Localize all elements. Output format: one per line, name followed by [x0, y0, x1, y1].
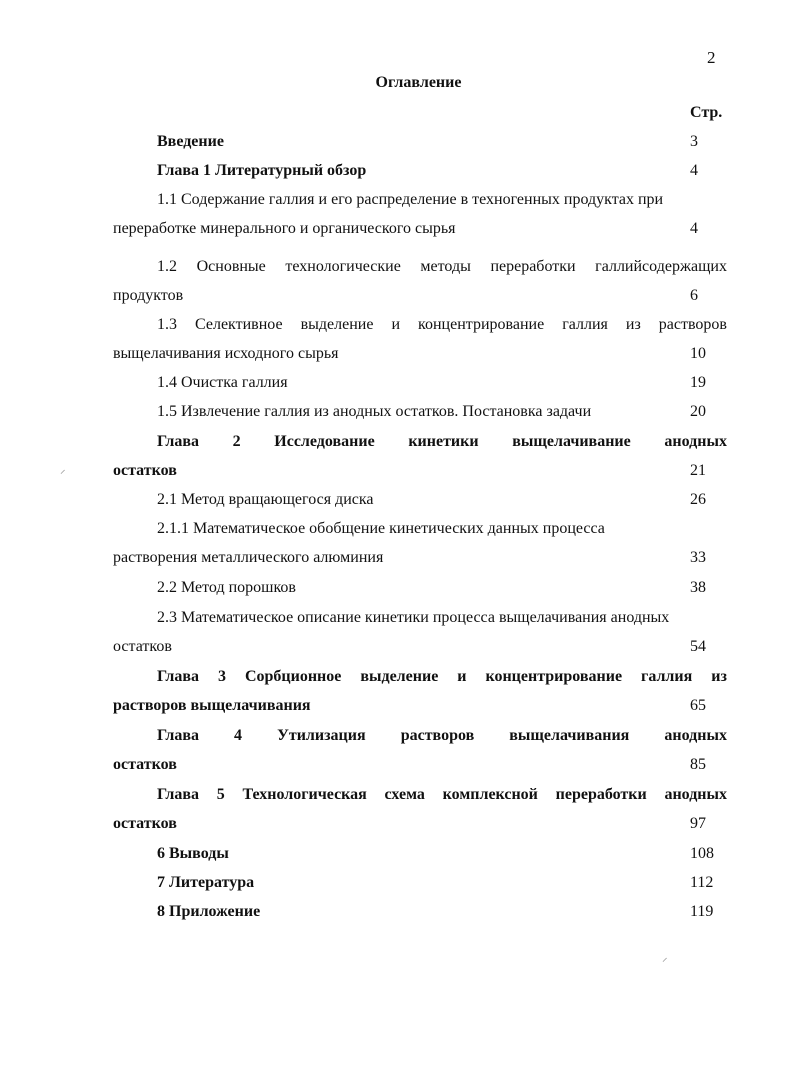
scan-speck: ⸝: [60, 464, 66, 476]
toc-page-intro: 3: [690, 133, 698, 150]
toc-entry-intro: Введение: [157, 133, 224, 150]
toc-entry-2-1-1-line1: 2.1.1 Математическое обобщение кинетических данных процесса: [157, 520, 605, 537]
word: технологические: [285, 258, 401, 275]
toc-entry-ch3-line2: растворов выщелачивания: [113, 697, 311, 714]
word: концентрирование: [418, 316, 545, 333]
word: растворов: [400, 727, 475, 744]
word: Селективное: [195, 316, 283, 333]
word: анодных: [664, 433, 727, 450]
word: 3: [217, 668, 226, 685]
toc-entry-ch3-line1: [157, 667, 727, 687]
word: выщелачивание: [512, 433, 631, 450]
page-column-label: Стр.: [690, 104, 723, 121]
word: галлия: [641, 668, 693, 685]
toc-entry-1-4: 1.4 Очистка галлия: [157, 374, 288, 391]
word: Исследование: [274, 433, 375, 450]
word: 5: [216, 786, 225, 803]
toc-page-1-4: 19: [690, 374, 706, 391]
toc-page-2-1: 26: [690, 491, 706, 508]
word: 4: [234, 727, 243, 744]
toc-entry-2-1-1-line2: растворения металлического алюминия: [113, 549, 384, 566]
toc-entry-2-3-line2: остатков: [113, 638, 172, 655]
toc-entry-1-2-line2: продуктов: [113, 287, 184, 304]
word: растворов: [658, 316, 727, 333]
toc-page-1-3: 10: [690, 345, 706, 362]
word: и: [457, 668, 467, 685]
word: кинетики: [408, 433, 479, 450]
toc-page-conclusions: 108: [690, 845, 714, 862]
word: анодных: [664, 727, 727, 744]
toc-entry-ch4-line2: остатков: [113, 756, 177, 773]
word: галлийсодержащих: [595, 258, 727, 275]
word: 2: [232, 433, 241, 450]
toc-page-ch3: 65: [690, 697, 706, 714]
toc-page-2-1-1: 33: [690, 549, 706, 566]
toc-page-1-1: 4: [690, 220, 698, 237]
toc-page-ch2: 21: [690, 462, 706, 479]
toc-page-1-5: 20: [690, 403, 706, 420]
toc-entry-ch5-line2: остатков: [113, 815, 177, 832]
word: выделение: [360, 668, 439, 685]
toc-entry-ch5-line1: [157, 785, 727, 805]
toc-page-literature: 112: [690, 874, 714, 891]
word: Утилизация: [277, 727, 366, 744]
toc-entry-1-1-line1: 1.1 Содержание галлия и его распределение в техногенных продуктах при: [157, 191, 664, 208]
word: переработки: [490, 258, 576, 275]
toc-entry-1-5: 1.5 Извлечение галлия из анодных остатков. Постановка задачи: [157, 403, 592, 420]
toc-page-2-2: 38: [690, 579, 706, 596]
toc-entry-1-2-line1: [157, 257, 727, 277]
word: из: [625, 316, 641, 333]
toc-page-1-2: 6: [690, 287, 698, 304]
word: 1.3: [157, 316, 177, 333]
toc-entry-appendix: 8 Приложение: [157, 903, 261, 920]
word: методы: [420, 258, 471, 275]
toc-page-appendix: 119: [690, 903, 714, 920]
word: Глава: [157, 668, 199, 685]
toc-page-2-3: 54: [690, 638, 706, 655]
word: выделение: [300, 316, 374, 333]
word: из: [711, 668, 727, 685]
word: концентрирование: [485, 668, 623, 685]
toc-entry-ch4-line1: [157, 726, 727, 746]
word: Глава: [157, 433, 199, 450]
word: выщелачивания: [509, 727, 630, 744]
word: Глава: [157, 786, 199, 803]
toc-page-ch4: 85: [690, 756, 706, 773]
page-title: Оглавление: [375, 74, 462, 91]
toc-entry-1-1-line2: переработке минерального и органического сырья: [113, 220, 456, 237]
word: 1.2: [157, 258, 177, 275]
toc-entry-2-2: 2.2 Метод порошков: [157, 579, 296, 596]
word: Технологическая: [242, 786, 367, 803]
scan-speck: ⸝: [662, 952, 668, 964]
word: и: [391, 316, 401, 333]
toc-entry-ch2-line1: [157, 432, 727, 452]
toc-entry-2-1: 2.1 Метод вращающегося диска: [157, 491, 374, 508]
word: Основные: [196, 258, 266, 275]
toc-entry-conclusions: 6 Выводы: [157, 845, 229, 862]
word: Сорбционное: [244, 668, 342, 685]
word: Глава: [157, 727, 199, 744]
word: схема: [384, 786, 425, 803]
toc-entry-ch2-line2: остатков: [113, 462, 177, 479]
page-number: 2: [707, 48, 716, 67]
toc-entry-2-3-line1: 2.3 Математическое описание кинетики процесса выщелачивания анодных: [157, 609, 670, 626]
toc-entry-1-3-line2: выщелачивания исходного сырья: [113, 345, 339, 362]
word: галлия: [562, 316, 608, 333]
toc-page-ch5: 97: [690, 815, 706, 832]
word: комплексной: [442, 786, 538, 803]
word: переработки: [555, 786, 647, 803]
toc-page-ch1: 4: [690, 162, 698, 179]
word: анодных: [664, 786, 727, 803]
toc-entry-ch1: Глава 1 Литературный обзор: [157, 162, 367, 179]
toc-entry-1-3-line1: [157, 315, 727, 335]
toc-entry-literature: 7 Литература: [157, 874, 255, 891]
